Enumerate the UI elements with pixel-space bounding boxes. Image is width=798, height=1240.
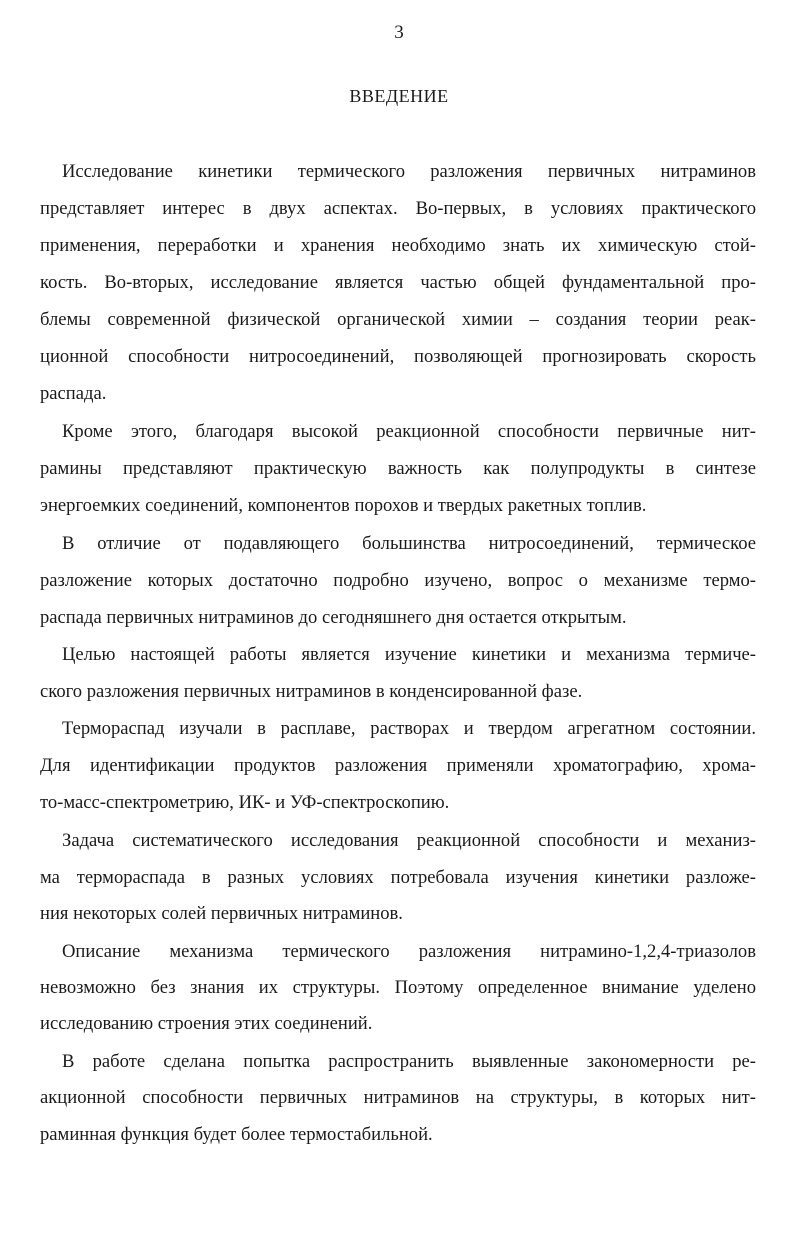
- text-line: представляет интерес в двух аспектах. Во-первых, в условиях практического: [40, 198, 756, 219]
- text-line: кость. Во-вторых, исследование является частью общей фундаментальной про-: [40, 272, 756, 293]
- text-line: разложение которых достаточно подробно изучено, вопрос о механизме термо-: [40, 570, 756, 591]
- text-line: распада первичных нитраминов до сегодняшнего дня остается открытым.: [40, 607, 627, 628]
- text-line: ния некоторых солей первичных нитраминов.: [40, 903, 403, 924]
- text-line: исследованию строения этих соединений.: [40, 1013, 373, 1034]
- text-line: распада.: [40, 383, 107, 404]
- text-line: применения, переработки и хранения необходимо знать их химическую стой-: [40, 235, 756, 256]
- page-title: ВВЕДЕНИЕ: [349, 86, 449, 106]
- text-line: Целью настоящей работы является изучение кинетики и механизма термиче-: [62, 644, 756, 665]
- text-line: то-масс-спектрометрию, ИК- и УФ-спектроскопию.: [40, 792, 450, 813]
- text-line: раминная функция будет более термостабильной.: [40, 1124, 433, 1145]
- text-line: ского разложения первичных нитраминов в конденсированной фазе.: [40, 681, 583, 702]
- text-line: ционной способности нитросоединений, позволяющей прогнозировать скорость: [40, 346, 756, 367]
- text-line: блемы современной физической органической химии – создания теории реак-: [40, 309, 756, 330]
- text-line: рамины представляют практическую важность как полупродукты в синтезе: [40, 458, 756, 479]
- page-number: 3: [394, 22, 404, 43]
- text-line: Кроме этого, благодаря высокой реакционной способности первичные нит-: [62, 421, 756, 442]
- text-line: Для идентификации продуктов разложения применяли хроматографию, хрома-: [40, 755, 756, 776]
- text-line: акционной способности первичных нитраминов на структуры, в которых нит-: [40, 1087, 756, 1108]
- text-line: энергоемких соединений, компонентов порохов и твердых ракетных топлив.: [40, 495, 647, 516]
- text-line: Описание механизма термического разложения нитрамино-1,2,4-триазолов: [62, 941, 756, 962]
- text-line: Терморaспад изучали в расплаве, растворах и твердом агрегатном состоянии.: [62, 718, 756, 739]
- text-line: ма терморaспада в разных условиях потребовала изучения кинетики разложе-: [40, 867, 756, 888]
- text-line: Задача систематического исследования реакционной способности и механиз-: [62, 830, 756, 851]
- text-line: невозможно без знания их структуры. Поэтому определенное внимание уделено: [40, 977, 756, 998]
- text-line: В работе сделана попытка распространить выявленные закономерности ре-: [62, 1051, 756, 1072]
- text-line: Исследование кинетики термического разложения первичных нитраминов: [62, 161, 756, 182]
- text-line: В отличие от подавляющего большинства нитросоединений, термическое: [62, 533, 756, 554]
